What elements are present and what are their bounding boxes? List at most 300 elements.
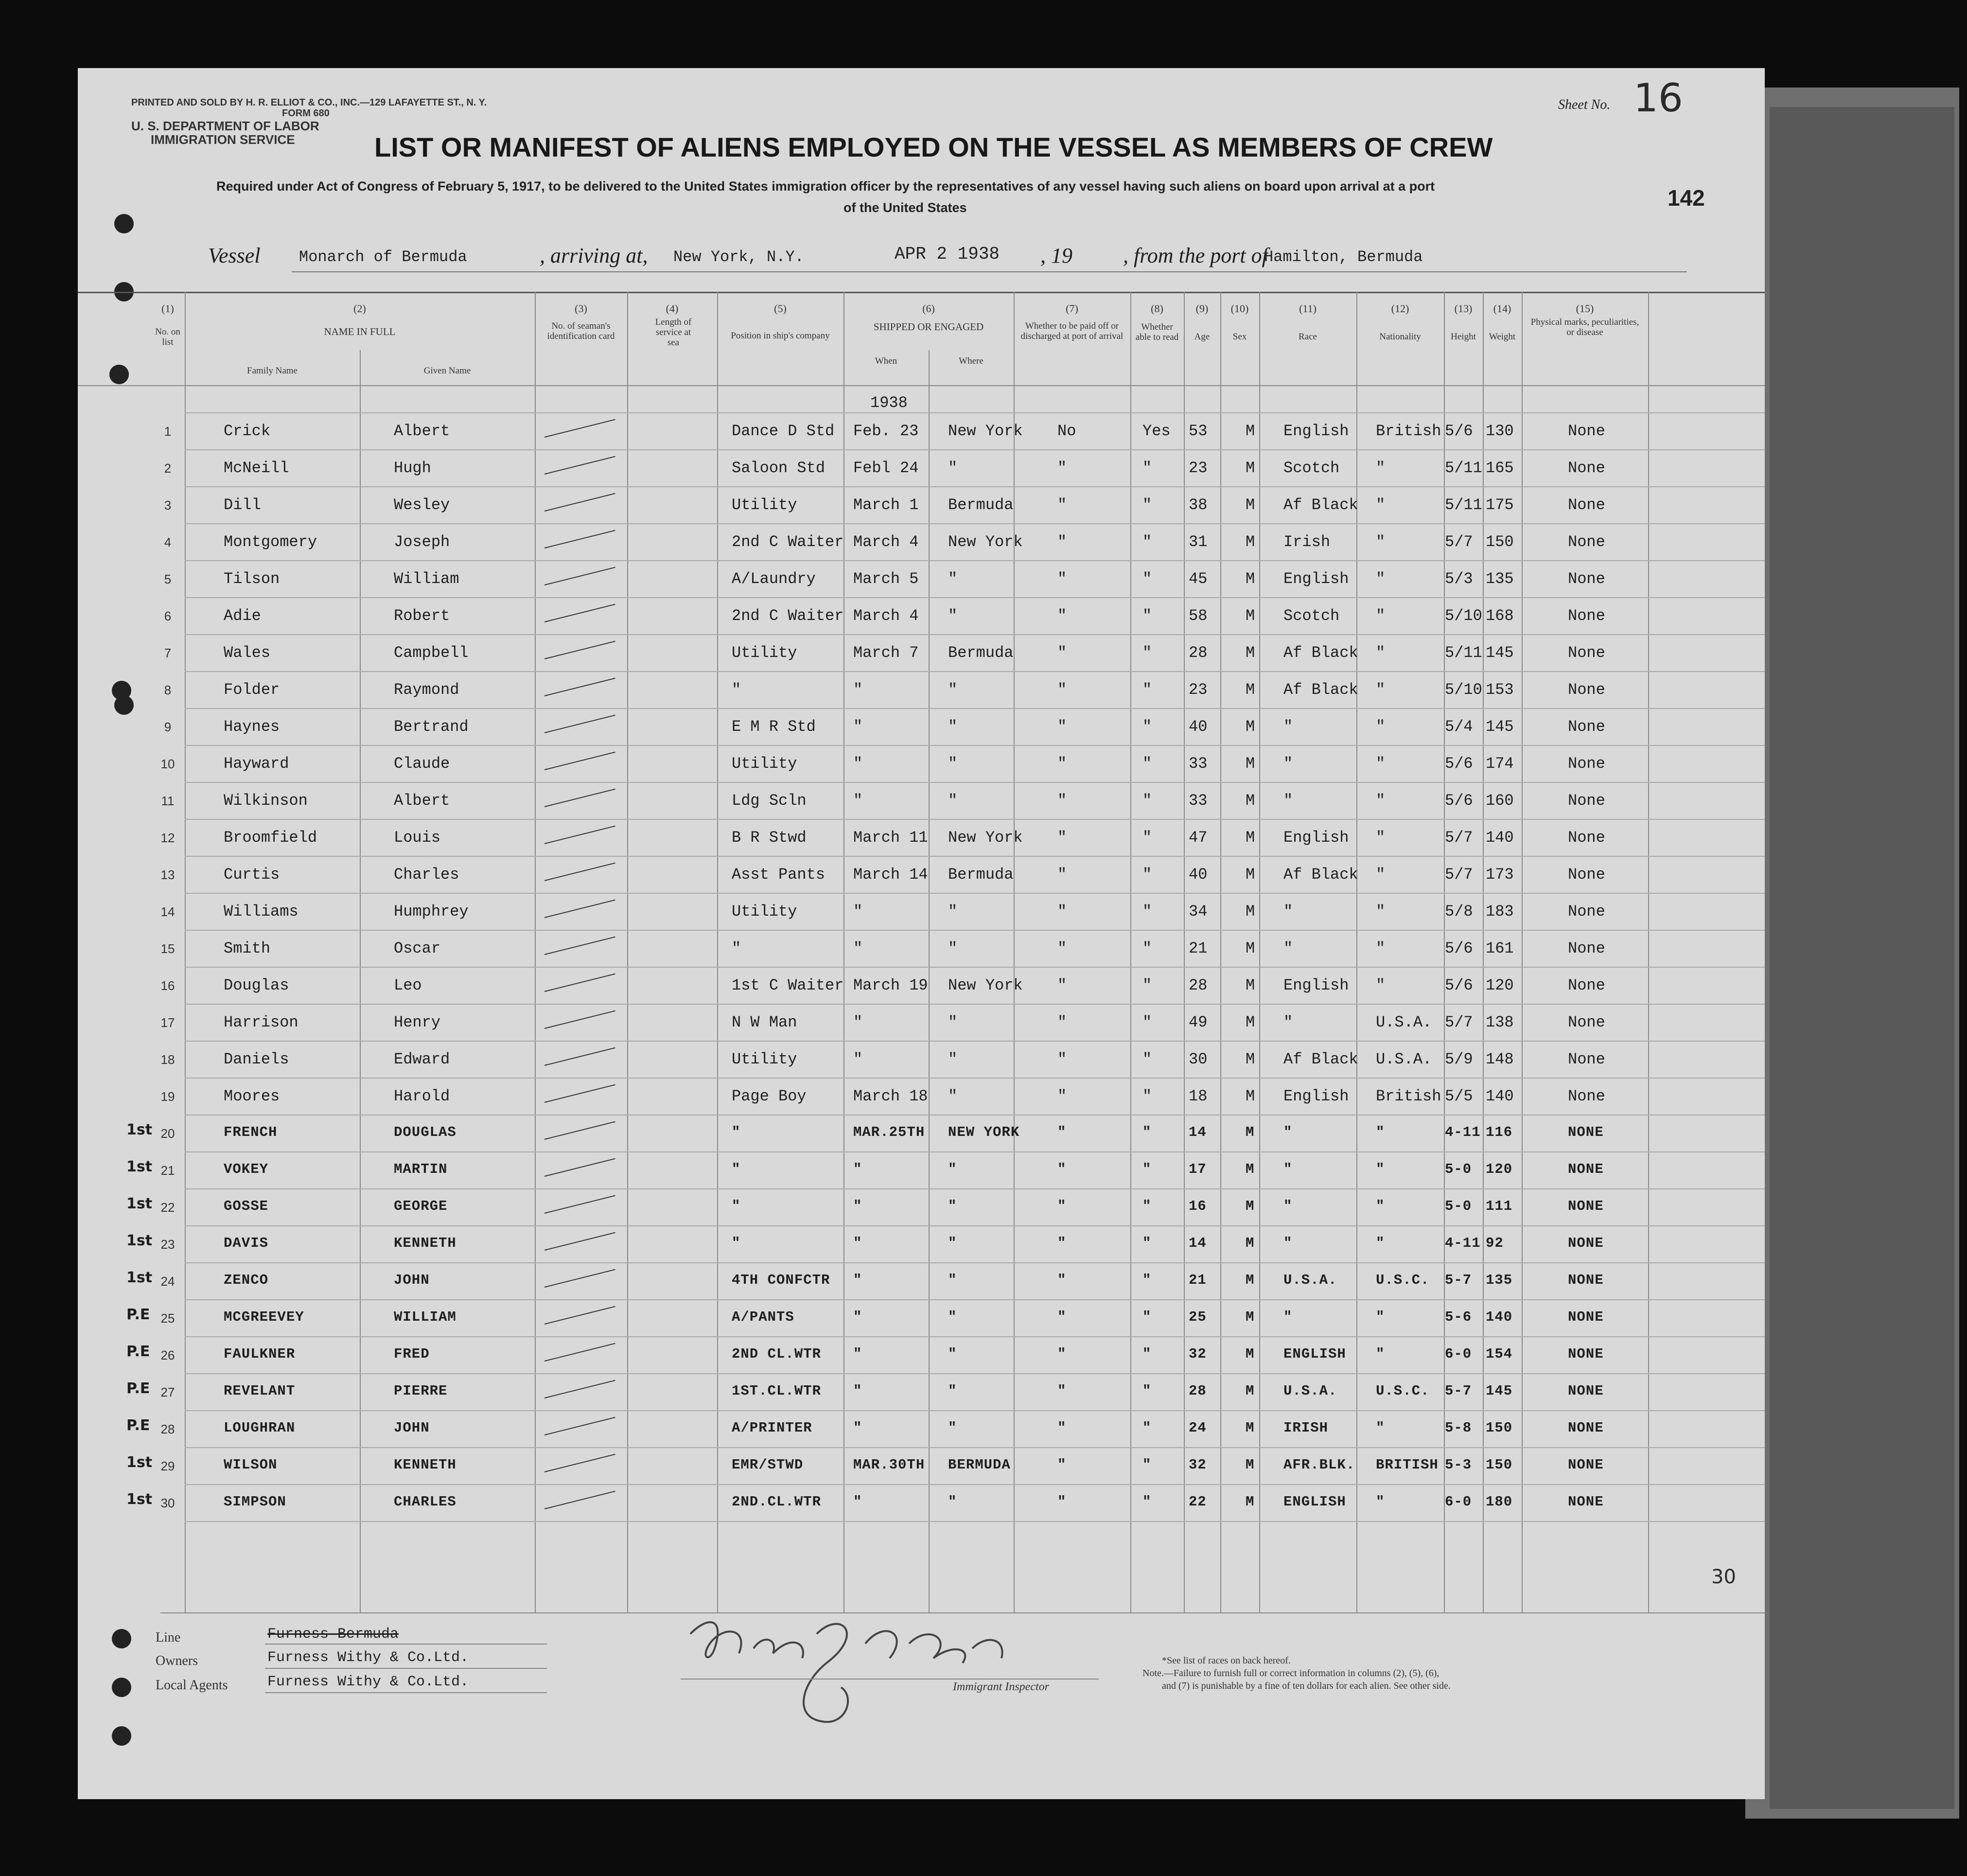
cell-given: DOUGLAS — [394, 1124, 457, 1140]
cell-when: Feb. 23 — [853, 422, 919, 440]
cell-where: " — [948, 1309, 957, 1325]
cell-given: WILLIAM — [394, 1309, 457, 1325]
cell-family: FAULKNER — [224, 1346, 296, 1362]
cell-pos: A/PANTS — [732, 1309, 794, 1325]
id-card-tick-mark — [544, 1343, 615, 1362]
cell-family: MCGREEVEY — [224, 1309, 304, 1325]
row-number: 13 — [160, 867, 175, 882]
cell-marks: NONE — [1568, 1124, 1604, 1140]
cell-paid: " — [1057, 866, 1067, 884]
row-margin-mark: 1st — [126, 1158, 153, 1175]
id-card-tick-mark — [544, 789, 615, 807]
cell-marks: None — [1568, 644, 1605, 662]
cell-where: " — [948, 570, 958, 588]
cell-age: 38 — [1189, 496, 1208, 514]
id-card-tick-mark — [544, 1306, 615, 1325]
id-card-tick-mark — [544, 567, 615, 585]
cell-when: " — [853, 1013, 863, 1031]
cell-nat: " — [1376, 459, 1386, 477]
cell-read: " — [1142, 903, 1152, 920]
cell-family: Crick — [224, 422, 271, 440]
row-rule — [185, 523, 1765, 524]
back-sheet-shadow — [1770, 107, 1954, 1809]
cell-paid: " — [1057, 755, 1067, 773]
cell-family: Williams — [224, 903, 299, 920]
cell-paid: " — [1057, 976, 1067, 994]
cell-paid: " — [1057, 1346, 1067, 1362]
cell-marks: NONE — [1568, 1346, 1604, 1362]
cell-nat: " — [1376, 939, 1386, 957]
cell-where: BERMUDA — [948, 1457, 1011, 1473]
cell-age: 23 — [1189, 459, 1208, 477]
cell-marks: NONE — [1568, 1457, 1604, 1473]
cell-sex: M — [1246, 1087, 1255, 1105]
cell-given: Oscar — [394, 939, 441, 957]
cell-given: Albert — [394, 422, 450, 440]
cell-paid: " — [1057, 1272, 1067, 1288]
cell-sex: M — [1246, 1272, 1255, 1288]
cell-read: " — [1142, 1309, 1152, 1325]
cell-pos: 2ND CL.WTR — [732, 1346, 822, 1362]
cell-given: JOHN — [394, 1272, 430, 1288]
cell-paid: " — [1057, 792, 1067, 810]
cell-family: Douglas — [224, 976, 289, 994]
cell-sex: M — [1246, 829, 1255, 847]
id-card-tick-mark — [544, 752, 615, 770]
cell-nat: " — [1376, 533, 1386, 551]
row-number: 6 — [164, 609, 172, 623]
col8-label: Whether able to read — [1135, 322, 1179, 342]
cell-nat: " — [1376, 755, 1386, 773]
cell-nat: " — [1376, 792, 1386, 810]
cell-where: " — [948, 1235, 957, 1251]
cell-wt: 148 — [1486, 1050, 1514, 1068]
row-margin-mark: P.E — [126, 1380, 150, 1397]
cell-when: March 19 — [853, 976, 928, 994]
cell-where: " — [948, 1383, 957, 1399]
id-card-tick-mark — [544, 973, 615, 992]
row-rule — [185, 745, 1765, 746]
cell-when: MAR.30TH — [853, 1457, 925, 1473]
row-number: 24 — [160, 1274, 175, 1289]
cell-family: Smith — [224, 939, 271, 957]
cell-read: " — [1142, 607, 1152, 625]
year-note: 1938 — [870, 394, 908, 412]
cell-read: " — [1142, 533, 1152, 551]
cell-ht: 6-0 — [1445, 1346, 1472, 1362]
cell-nat: " — [1376, 718, 1386, 736]
cell-where: " — [948, 792, 958, 810]
row-rule — [185, 449, 1765, 450]
cell-wt: 154 — [1486, 1346, 1513, 1362]
cell-race: Irish — [1283, 533, 1331, 551]
cell-age: 30 — [1189, 1050, 1208, 1068]
cell-given: GEORGE — [394, 1198, 448, 1214]
column-rule — [1130, 292, 1131, 1612]
cell-sex: M — [1246, 1346, 1255, 1362]
column-rule — [929, 350, 930, 1612]
cell-paid: " — [1057, 1235, 1067, 1251]
cell-age: 33 — [1189, 792, 1208, 810]
cell-sex: M — [1246, 1124, 1255, 1140]
cell-wt: 153 — [1486, 681, 1514, 699]
cell-pos: A/Laundry — [732, 570, 816, 588]
cell-paid: No — [1057, 422, 1076, 440]
cell-pos: Ldg Scln — [732, 792, 807, 810]
cell-sex: M — [1246, 1050, 1255, 1068]
cell-marks: NONE — [1568, 1420, 1604, 1436]
cell-race: " — [1283, 1124, 1293, 1140]
column-rule — [1220, 292, 1221, 1612]
cell-sex: M — [1246, 607, 1255, 625]
cell-nat: " — [1376, 1346, 1385, 1362]
col11-number: (11) — [1299, 302, 1317, 315]
row-number: 22 — [160, 1200, 175, 1215]
row-rule — [185, 856, 1765, 857]
cell-family: Wales — [224, 644, 271, 662]
cell-read: " — [1142, 718, 1152, 736]
cell-pos: " — [732, 1235, 741, 1251]
cell-nat: " — [1376, 644, 1386, 662]
cell-where: " — [948, 1272, 957, 1288]
id-card-tick-mark — [544, 1195, 615, 1214]
cell-wt: 160 — [1486, 792, 1514, 810]
cell-ht: 5/7 — [1445, 533, 1473, 551]
cell-nat: " — [1376, 1124, 1385, 1140]
cell-given: KENNETH — [394, 1457, 457, 1473]
cell-race: Scotch — [1283, 459, 1340, 477]
id-card-tick-mark — [544, 863, 615, 881]
cell-marks: None — [1568, 607, 1605, 625]
cell-nat: British — [1376, 422, 1441, 440]
cell-wt: 150 — [1486, 533, 1514, 551]
id-card-tick-mark — [544, 1417, 615, 1435]
cell-family: WILSON — [224, 1457, 278, 1473]
cell-race: " — [1283, 755, 1293, 773]
cell-read: " — [1142, 829, 1152, 847]
cell-paid: " — [1057, 1383, 1067, 1399]
cell-where: " — [948, 1087, 958, 1105]
penalty-note-line2: and (7) is punishable by a fine of ten dollars for each alien. See other side. — [1162, 1681, 1451, 1691]
cell-wt: 120 — [1486, 1161, 1513, 1177]
cell-marks: None — [1568, 533, 1605, 551]
cell-race: " — [1283, 1161, 1293, 1177]
col1-label: No. on list — [155, 327, 180, 347]
col4-number: (4) — [666, 302, 679, 315]
cell-race: " — [1283, 939, 1293, 957]
id-card-tick-mark — [544, 678, 615, 696]
cell-age: 22 — [1189, 1494, 1207, 1510]
cell-where: " — [948, 1494, 957, 1510]
form-number: FORM 680 — [282, 108, 330, 119]
row-number: 26 — [160, 1348, 175, 1363]
cell-sex: M — [1246, 681, 1255, 699]
col5-label: Position in ship's company — [731, 331, 830, 341]
row-number: 8 — [164, 683, 172, 697]
cell-race: U.S.A. — [1283, 1272, 1337, 1288]
cell-ht: 4-11 — [1445, 1235, 1481, 1251]
cell-marks: None — [1568, 903, 1605, 920]
line-label: Line — [156, 1630, 181, 1645]
row-number: 9 — [164, 720, 172, 734]
cell-race: " — [1283, 1309, 1293, 1325]
cell-when: March 5 — [853, 570, 919, 588]
cell-sex: M — [1246, 1494, 1255, 1510]
cell-wt: 120 — [1486, 976, 1514, 994]
cell-pos: " — [732, 1124, 741, 1140]
column-rule — [1648, 292, 1649, 1612]
cell-age: 58 — [1189, 607, 1208, 625]
cell-nat: " — [1376, 903, 1386, 920]
cell-marks: None — [1568, 570, 1605, 588]
row-number: 19 — [160, 1089, 175, 1104]
col1-number: (1) — [161, 302, 174, 315]
cell-where: " — [948, 1013, 958, 1031]
col6-where: Where — [959, 356, 984, 366]
cell-paid: " — [1057, 644, 1067, 662]
cell-pos: B R Stwd — [732, 829, 807, 847]
page-title: LIST OR MANIFEST OF ALIENS EMPLOYED ON THE VESSEL AS MEMBERS OF CREW — [374, 132, 1493, 162]
row-rule — [185, 1262, 1765, 1263]
row-rule — [185, 634, 1765, 635]
cell-family: Folder — [224, 681, 280, 699]
cell-nat: " — [1376, 1309, 1385, 1325]
cell-marks: None — [1568, 496, 1605, 514]
row-number: 16 — [160, 978, 175, 993]
cell-family: Daniels — [224, 1050, 289, 1068]
col12-label: Nationality — [1379, 332, 1421, 342]
cell-given: Charles — [394, 866, 459, 884]
col2-given: Given Name — [423, 366, 471, 376]
cell-ht: 5/10 — [1445, 607, 1482, 625]
row-margin-mark: 1st — [126, 1491, 153, 1508]
col4-label: Length of service at sea — [655, 317, 692, 348]
cell-marks: None — [1568, 1050, 1605, 1068]
cell-family: VOKEY — [224, 1161, 269, 1177]
cell-paid: " — [1057, 1457, 1067, 1473]
cell-where: " — [948, 607, 958, 625]
vessel-name: Monarch of Bermuda — [299, 248, 467, 266]
cell-nat: U.S.A. — [1376, 1050, 1432, 1068]
col15-label: Physical marks, peculiarities, or disease — [1530, 317, 1639, 337]
cell-when: " — [853, 1198, 862, 1214]
column-rule — [360, 350, 361, 1612]
id-card-tick-mark — [544, 1232, 615, 1251]
cell-ht: 5/6 — [1445, 422, 1473, 440]
id-card-tick-mark — [544, 937, 615, 955]
cell-paid: " — [1057, 829, 1067, 847]
column-rule — [717, 292, 718, 1612]
cell-ht: 5/6 — [1445, 755, 1473, 773]
cell-ht: 5/11 — [1445, 496, 1482, 514]
cell-pos: 1ST.CL.WTR — [732, 1383, 822, 1399]
column-rule — [535, 292, 536, 1612]
cell-where: " — [948, 459, 958, 477]
col10-number: (10) — [1230, 302, 1249, 315]
col6-when: When — [875, 356, 897, 366]
cell-where: New York — [948, 829, 1023, 847]
cell-age: 14 — [1189, 1235, 1207, 1251]
cell-age: 40 — [1189, 866, 1208, 884]
row-rule — [185, 1041, 1765, 1042]
cell-where: " — [948, 1050, 958, 1068]
row-rule — [185, 560, 1765, 561]
row-rule — [185, 819, 1765, 820]
cell-race: English — [1283, 570, 1349, 588]
cell-ht: 5-7 — [1445, 1383, 1472, 1399]
stamp-number: 142 — [1668, 185, 1705, 211]
cell-race: English — [1283, 1087, 1349, 1105]
cell-marks: NONE — [1568, 1272, 1604, 1288]
cell-age: 18 — [1189, 1087, 1208, 1105]
row-rule — [185, 1447, 1765, 1448]
cell-race: IRISH — [1283, 1420, 1329, 1436]
cell-paid: " — [1057, 533, 1067, 551]
cell-read: " — [1142, 1124, 1152, 1140]
cell-sex: M — [1246, 1420, 1255, 1436]
cell-family: Dill — [224, 496, 261, 514]
cell-age: 40 — [1189, 718, 1208, 736]
owners-value: Furness Withy & Co.Ltd. — [267, 1649, 469, 1666]
punch-hole — [114, 695, 134, 715]
cell-ht: 5/7 — [1445, 866, 1473, 884]
cell-race: " — [1283, 1013, 1293, 1031]
cell-paid: " — [1057, 570, 1067, 588]
cell-wt: 140 — [1486, 829, 1514, 847]
id-card-tick-mark — [544, 1010, 615, 1029]
cell-read: " — [1142, 755, 1152, 773]
cell-race: English — [1283, 422, 1349, 440]
cell-paid: " — [1057, 939, 1067, 957]
cell-family: DAVIS — [224, 1235, 269, 1251]
cell-race: AFR.BLK. — [1283, 1457, 1355, 1473]
cell-when: " — [853, 939, 863, 957]
cell-wt: 111 — [1486, 1198, 1513, 1214]
col10-label: Sex — [1232, 332, 1247, 342]
col9-number: (9) — [1195, 302, 1209, 315]
cell-family: Curtis — [224, 866, 280, 884]
cell-marks: None — [1568, 829, 1605, 847]
cell-nat: British — [1376, 1087, 1441, 1105]
cell-paid: " — [1057, 1050, 1067, 1068]
service-name: IMMIGRATION SERVICE — [151, 132, 295, 147]
cell-paid: " — [1057, 1124, 1067, 1140]
cell-when: MAR.25TH — [853, 1124, 925, 1140]
cell-wt: 135 — [1486, 1272, 1513, 1288]
col3-label: No. of seaman's identification card — [547, 321, 615, 341]
cell-read: " — [1142, 1198, 1152, 1214]
cell-age: 53 — [1189, 422, 1208, 440]
cell-read: " — [1142, 1013, 1152, 1031]
cell-pos: Page Boy — [732, 1087, 807, 1105]
cell-race: " — [1283, 1235, 1293, 1251]
cell-when: " — [853, 1161, 862, 1177]
cell-when: " — [853, 903, 863, 920]
cell-marks: None — [1568, 792, 1605, 810]
cell-ht: 5/7 — [1445, 1013, 1473, 1031]
column-rule — [843, 292, 844, 1612]
cell-marks: None — [1568, 755, 1605, 773]
row-rule — [185, 1225, 1765, 1226]
cell-sex: M — [1246, 644, 1255, 662]
cell-when: " — [853, 1383, 862, 1399]
cell-family: Wilkinson — [224, 792, 308, 810]
row-number: 21 — [160, 1163, 175, 1178]
cell-given: KENNETH — [394, 1235, 457, 1251]
cell-where: " — [948, 1420, 957, 1436]
col11-label: Race — [1299, 332, 1317, 342]
cell-family: Hayward — [224, 755, 289, 773]
from-label: , from the port of — [1123, 244, 1268, 267]
cell-when: March 18 — [853, 1087, 928, 1105]
col13-label: Height — [1451, 332, 1476, 342]
cell-race: Af Black — [1283, 681, 1358, 699]
cell-age: 28 — [1189, 1383, 1207, 1399]
col6-label: SHIPPED OR ENGAGED — [873, 321, 984, 333]
cell-nat: " — [1376, 1494, 1385, 1510]
cell-sex: M — [1246, 755, 1255, 773]
cell-race: " — [1283, 792, 1293, 810]
cell-age: 32 — [1189, 1346, 1207, 1362]
cell-given: Campbell — [394, 644, 469, 662]
cell-family: Harrison — [224, 1013, 299, 1031]
col14-label: Weight — [1489, 332, 1516, 342]
col8-number: (8) — [1151, 302, 1163, 315]
cell-ht: 6-0 — [1445, 1494, 1472, 1510]
cell-age: 25 — [1189, 1309, 1207, 1325]
cell-sex: M — [1246, 1198, 1255, 1214]
cell-sex: M — [1246, 533, 1255, 551]
cell-ht: 5-0 — [1445, 1198, 1472, 1214]
cell-read: " — [1142, 681, 1152, 699]
row-number: 15 — [160, 941, 175, 956]
cell-where: New York — [948, 976, 1023, 994]
cell-nat: BRITISH — [1376, 1457, 1439, 1473]
cell-nat: " — [1376, 1235, 1385, 1251]
id-card-tick-mark — [544, 604, 615, 622]
column-rule — [1014, 292, 1015, 1612]
cell-marks: None — [1568, 422, 1605, 440]
row-rule — [185, 597, 1765, 598]
col6-number: (6) — [922, 302, 935, 315]
from-port: Hamilton, Bermuda — [1264, 248, 1423, 266]
cell-marks: None — [1568, 976, 1605, 994]
cell-age: 28 — [1189, 976, 1208, 994]
id-card-tick-mark — [544, 1380, 615, 1398]
cell-sex: M — [1246, 866, 1255, 884]
row-number: 29 — [160, 1459, 175, 1473]
cell-pos: " — [732, 1198, 741, 1214]
cell-when: Febl 24 — [853, 459, 919, 477]
cell-when: " — [853, 792, 863, 810]
col5-number: (5) — [774, 302, 787, 315]
footer-underline — [265, 1644, 547, 1645]
department-name: U. S. DEPARTMENT OF LABOR — [131, 119, 319, 133]
cell-where: " — [948, 1161, 957, 1177]
cell-nat: U.S.C. — [1376, 1272, 1430, 1288]
cell-nat: " — [1376, 570, 1386, 588]
cell-where: Bermuda — [948, 866, 1014, 884]
row-number: 11 — [161, 794, 175, 808]
punch-hole — [112, 1726, 131, 1746]
cell-wt: 140 — [1486, 1087, 1514, 1105]
row-rule — [185, 1521, 1765, 1522]
cell-ht: 5/3 — [1445, 570, 1473, 588]
cell-given: Wesley — [394, 496, 450, 514]
vessel-underline — [292, 271, 1687, 272]
cell-when: March 4 — [853, 607, 919, 625]
cell-nat: " — [1376, 1161, 1385, 1177]
